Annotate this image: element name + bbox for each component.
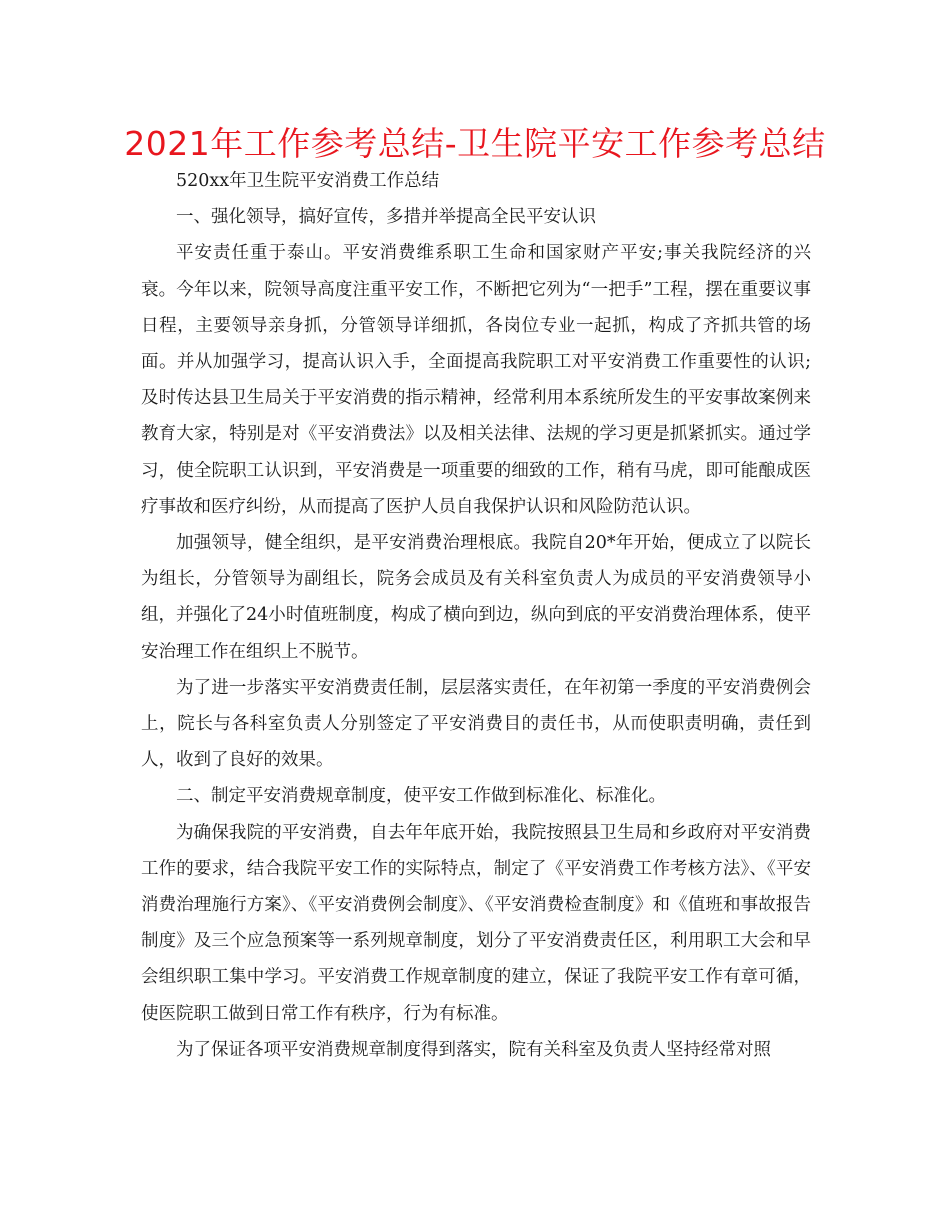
paragraph-section-two-heading: 二、制定平安消费规章制度，使平安工作做到标准化、标准化。 bbox=[176, 786, 666, 807]
paragraph-year-heading: 520xx年卫生院平安消费工作总结 bbox=[176, 171, 440, 191]
paragraph-leadership-organization: 加强领导，健全组织，是平安消费治理根底。我院自20*年开始，便成立了以院长为组长，分管领导为副组长，院务会成员及有关科室负责人为成员的平安消费领导小组，并强化了24小时值班制度，构成了横向到边，纵向到底的平安消费治理体系，使平安治理工作在组织上不脱节。 bbox=[141, 533, 811, 662]
document-title: 2021年工作参考总结-卫生院平安工作参考总结 bbox=[124, 124, 826, 163]
paragraph-section-one-heading: 一、强化领导，搞好宣传，多措并举提高全民平安认识 bbox=[176, 207, 596, 228]
paragraph-safety-responsibility: 平安责任重于泰山。平安消费维系职工生命和国家财产平安;事关我院经济的兴衰。今年以来，院领导高度注重平安工作，不断把它列为“一把手”工程，摆在重要议事日程，主要领导亲身抓，分管领导详细抓，各岗位专业一起抓，构成了齐抓共管的场面。并从加强学习，提高认识入手，全面提高我院职工对平安消费工作重要性的认识;及时传达县卫生局关于平安消费的指示精神，经常利用本系统所发生的平安事故案例来教育大家，特别是对《平安消费法》以及相关法律、法规的学习更是抓紧抓实。通过学习，使全院职工认识到，平安消费是一项重要的细致的工作，稍有马虎，即可能酿成医疗事故和医疗纠纷，从而提高了医护人员自我保护认识和风险防范认识。 bbox=[141, 243, 811, 517]
paragraph-rules-and-regulations: 为确保我院的平安消费，自去年年底开始，我院按照县卫生局和乡政府对平安消费工作的要求，结合我院平安工作的实际特点，制定了《平安消费工作考核方法》、《平安消费治理施行方案》、《平安消费例会制度》、《平安消费检查制度》和《值班和事故报告制度》及三个应急预案等一系列规章制度，划分了平安消费责任区，利用职工大会和早会组织职工集中学习。平安消费工作规章制度的建立，保证了我院平安工作有章可循，使医院职工做到日常工作有秩序，行为有标准。 bbox=[141, 822, 811, 1024]
paragraph-responsibility-system: 为了进一步落实平安消费责任制，层层落实责任，在年初第一季度的平安消费例会上，院长与各科室负责人分别签定了平安消费目的责任书，从而使职责明确，责任到人，收到了良好的效果。 bbox=[141, 677, 811, 771]
document-body bbox=[141, 163, 811, 1068]
paragraph-implementation: 为了保证各项平安消费规章制度得到落实，院有关科室及负责人坚持经常对照 bbox=[176, 1039, 771, 1060]
